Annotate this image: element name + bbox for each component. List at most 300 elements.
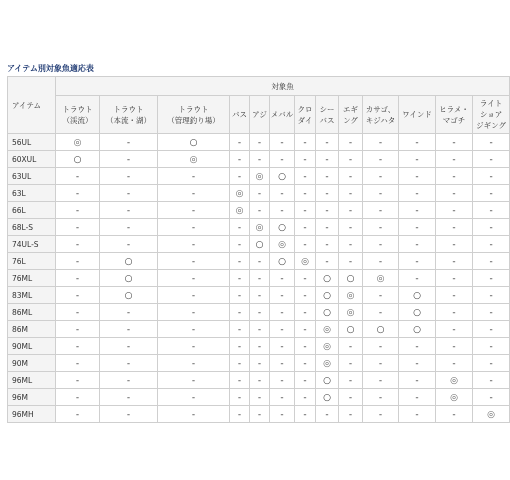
suitability-cell [100, 389, 158, 406]
suitability-cell [473, 168, 510, 185]
suitability-cell [436, 355, 473, 372]
suitability-cell [56, 168, 100, 185]
suitability-cell [363, 202, 399, 219]
dash-mark: - [452, 222, 456, 233]
dash-mark: - [280, 188, 284, 199]
item-column-header: アイテム [8, 77, 56, 134]
suitability-cell [316, 134, 339, 151]
dash-mark: - [378, 392, 383, 403]
suitability-cell [100, 168, 158, 185]
fish-column-header-line: トラウト [113, 104, 144, 114]
dash-mark: - [75, 375, 80, 386]
suitability-cell [250, 168, 270, 185]
fish-column-header-line: （本流・湖） [106, 115, 151, 125]
dash-mark: - [126, 137, 131, 148]
dash-mark: - [191, 375, 196, 386]
suitability-cell [250, 355, 270, 372]
suitability-cell [230, 389, 250, 406]
fish-column-header-line: ジギング [476, 121, 506, 130]
dash-mark: - [378, 256, 383, 267]
dash-mark: - [191, 205, 196, 216]
fish-column-header [339, 96, 363, 134]
dash-mark: - [415, 375, 419, 386]
suitability-cell [230, 321, 250, 338]
suitability-cell [339, 185, 363, 202]
item-name-cell: 96ML [8, 372, 56, 389]
circle-mark: ○ [376, 324, 385, 335]
suitability-cell [295, 304, 316, 321]
dash-mark: - [237, 222, 242, 233]
dash-mark: - [191, 290, 196, 301]
double-circle-mark: ◎ [323, 358, 331, 369]
suitability-cell [363, 372, 399, 389]
dash-mark: - [191, 222, 196, 233]
dash-mark: - [126, 375, 131, 386]
dash-mark: - [325, 409, 329, 420]
suitability-cell [399, 236, 436, 253]
suitability-cell [56, 219, 100, 236]
suitability-cell [100, 355, 158, 372]
dash-mark: - [303, 307, 307, 318]
suitability-cell [158, 202, 230, 219]
suitability-cell [250, 338, 270, 355]
double-circle-mark: ◎ [255, 222, 264, 233]
suitability-cell [436, 219, 473, 236]
dash-mark: - [489, 137, 493, 148]
suitability-cell [399, 338, 436, 355]
suitability-cell [316, 168, 339, 185]
suitability-cell [295, 151, 316, 168]
dash-mark: - [415, 239, 419, 250]
table-row [8, 321, 510, 338]
suitability-cell [56, 270, 100, 287]
dash-mark: - [191, 239, 196, 250]
dash-mark: - [191, 324, 196, 335]
suitability-cell [56, 236, 100, 253]
suitability-cell [270, 389, 295, 406]
suitability-cell [339, 338, 363, 355]
fish-column-header-line: キジハタ [365, 115, 396, 125]
suitability-cell [363, 219, 399, 236]
suitability-cell [250, 321, 270, 338]
dash-mark: - [257, 341, 262, 352]
dash-mark: - [325, 256, 329, 267]
fish-column-header [158, 96, 230, 134]
suitability-cell [270, 151, 295, 168]
item-name-cell: 76L [8, 253, 56, 270]
item-name-cell: 90M [8, 355, 56, 372]
dash-mark: - [378, 222, 383, 233]
suitability-cell [363, 389, 399, 406]
dash-mark: - [280, 409, 284, 420]
suitability-cell [316, 270, 339, 287]
suitability-cell [399, 270, 436, 287]
suitability-cell [100, 304, 158, 321]
suitability-cell [270, 134, 295, 151]
dash-mark: - [489, 239, 493, 250]
suitability-cell [339, 168, 363, 185]
suitability-cell [316, 389, 339, 406]
dash-mark: - [325, 154, 329, 165]
suitability-cell [158, 338, 230, 355]
dash-mark: - [452, 137, 456, 148]
suitability-cell [436, 168, 473, 185]
dash-mark: - [280, 290, 284, 301]
dash-mark: - [280, 307, 284, 318]
table-row [8, 134, 510, 151]
table-row [8, 168, 510, 185]
dash-mark: - [126, 324, 131, 335]
suitability-cell [270, 338, 295, 355]
double-circle-mark: ◎ [450, 375, 458, 386]
dash-mark: - [257, 205, 262, 216]
dash-mark: - [415, 392, 419, 403]
suitability-cell [158, 406, 230, 423]
fish-column-header-line: メバル [270, 110, 294, 119]
circle-mark: ○ [323, 375, 331, 386]
dash-mark: - [303, 154, 307, 165]
fish-column-header [100, 96, 158, 134]
suitability-cell [436, 236, 473, 253]
dash-mark: - [489, 341, 493, 352]
dash-mark: - [75, 409, 80, 420]
dash-mark: - [237, 154, 242, 165]
dash-mark: - [280, 392, 284, 403]
dash-mark: - [257, 154, 262, 165]
suitability-cell [363, 321, 399, 338]
suitability-cell [473, 287, 510, 304]
dash-mark: - [237, 256, 242, 267]
table-row [8, 236, 510, 253]
suitability-cell [363, 168, 399, 185]
dash-mark: - [191, 409, 196, 420]
dash-mark: - [415, 171, 419, 182]
dash-mark: - [280, 205, 284, 216]
dash-mark: - [75, 392, 80, 403]
dash-mark: - [191, 358, 196, 369]
suitability-cell [270, 236, 295, 253]
fish-column-header-line: ング [343, 115, 358, 125]
table-row [8, 406, 510, 423]
suitability-cell [230, 134, 250, 151]
suitability-cell [316, 236, 339, 253]
suitability-cell [250, 185, 270, 202]
suitability-cell [250, 219, 270, 236]
dash-mark: - [348, 239, 353, 250]
suitability-cell [100, 236, 158, 253]
suitability-cell [316, 321, 339, 338]
fish-compatibility-table [7, 76, 510, 423]
dash-mark: - [191, 392, 196, 403]
suitability-cell [399, 168, 436, 185]
suitability-cell [158, 134, 230, 151]
suitability-cell [436, 185, 473, 202]
dash-mark: - [348, 154, 353, 165]
dash-mark: - [303, 324, 307, 335]
dash-mark: - [191, 341, 196, 352]
dash-mark: - [348, 341, 353, 352]
fish-column-header-line: クロ [297, 104, 313, 114]
dash-mark: - [325, 171, 329, 182]
suitability-cell [436, 321, 473, 338]
suitability-cell [399, 372, 436, 389]
dash-mark: - [489, 273, 493, 284]
suitability-cell [436, 338, 473, 355]
dash-mark: - [257, 273, 262, 284]
suitability-cell [230, 372, 250, 389]
suitability-cell [56, 389, 100, 406]
fish-column-header [316, 96, 339, 134]
suitability-cell [436, 270, 473, 287]
fish-column-header-line: マゴチ [442, 115, 466, 125]
suitability-cell [250, 287, 270, 304]
dash-mark: - [489, 171, 493, 182]
suitability-cell [316, 338, 339, 355]
suitability-cell [339, 151, 363, 168]
fish-column-header-line: ダイ [297, 115, 313, 125]
dash-mark: - [126, 392, 131, 403]
suitability-cell [158, 219, 230, 236]
suitability-cell [230, 270, 250, 287]
suitability-cell [316, 185, 339, 202]
suitability-cell [270, 253, 295, 270]
dash-mark: - [348, 188, 353, 199]
suitability-cell [56, 134, 100, 151]
dash-mark: - [257, 409, 262, 420]
dash-mark: - [303, 222, 307, 233]
circle-mark: ○ [189, 137, 198, 148]
dash-mark: - [325, 137, 329, 148]
suitability-cell [316, 355, 339, 372]
suitability-cell [100, 372, 158, 389]
dash-mark: - [237, 273, 242, 284]
suitability-cell [399, 304, 436, 321]
circle-mark: ○ [124, 273, 133, 284]
dash-mark: - [325, 239, 329, 250]
dash-mark: - [126, 222, 131, 233]
suitability-cell [339, 134, 363, 151]
dash-mark: - [489, 188, 493, 199]
suitability-cell [230, 236, 250, 253]
dash-mark: - [303, 273, 307, 284]
dash-mark: - [415, 409, 419, 420]
dash-mark: - [75, 324, 80, 335]
circle-mark: ○ [413, 307, 421, 318]
suitability-cell [250, 389, 270, 406]
dash-mark: - [257, 358, 262, 369]
suitability-cell [100, 202, 158, 219]
item-name-cell: 76ML [8, 270, 56, 287]
suitability-cell [250, 304, 270, 321]
suitability-cell [100, 321, 158, 338]
dash-mark: - [75, 239, 80, 250]
dash-mark: - [126, 409, 131, 420]
dash-mark: - [378, 171, 383, 182]
item-name-cell: 56UL [8, 134, 56, 151]
suitability-cell [363, 253, 399, 270]
double-circle-mark: ◎ [346, 290, 355, 301]
dash-mark: - [237, 137, 242, 148]
suitability-cell [56, 253, 100, 270]
fish-column-header [436, 96, 473, 134]
dash-mark: - [237, 341, 242, 352]
table-row [8, 202, 510, 219]
dash-mark: - [257, 392, 262, 403]
table-row [8, 338, 510, 355]
dash-mark: - [75, 273, 80, 284]
double-circle-mark: ◎ [255, 171, 264, 182]
dash-mark: - [348, 171, 353, 182]
dash-mark: - [237, 392, 242, 403]
dash-mark: - [237, 171, 242, 182]
suitability-cell [158, 168, 230, 185]
dash-mark: - [348, 358, 353, 369]
dash-mark: - [303, 188, 307, 199]
suitability-cell [363, 236, 399, 253]
dash-mark: - [191, 307, 196, 318]
dash-mark: - [126, 154, 131, 165]
double-circle-mark: ◎ [278, 239, 286, 250]
suitability-cell [316, 287, 339, 304]
suitability-cell [270, 321, 295, 338]
suitability-cell [316, 406, 339, 423]
double-circle-mark: ◎ [235, 205, 244, 216]
suitability-cell [158, 151, 230, 168]
suitability-cell [436, 134, 473, 151]
suitability-cell [339, 219, 363, 236]
fish-column-header [473, 96, 510, 134]
suitability-cell [473, 253, 510, 270]
suitability-cell [399, 321, 436, 338]
suitability-cell [436, 202, 473, 219]
suitability-cell [473, 236, 510, 253]
circle-mark: ○ [124, 256, 133, 267]
table-row [8, 372, 510, 389]
suitability-cell [250, 253, 270, 270]
dash-mark: - [452, 188, 456, 199]
dash-mark: - [348, 409, 353, 420]
dash-mark: - [303, 239, 307, 250]
target-fish-group-header: 対象魚 [56, 77, 510, 96]
dash-mark: - [325, 222, 329, 233]
fish-column-header-line: ライト [479, 99, 503, 108]
circle-mark: ○ [413, 324, 421, 335]
suitability-cell [230, 185, 250, 202]
dash-mark: - [75, 341, 80, 352]
suitability-cell [295, 406, 316, 423]
suitability-cell [250, 372, 270, 389]
fish-column-header-line: エギ [343, 104, 358, 114]
suitability-cell [436, 287, 473, 304]
table-title: アイテム別対象魚適応表 [7, 64, 94, 73]
dash-mark: - [452, 171, 456, 182]
suitability-cell [399, 185, 436, 202]
item-name-cell: 74UL-S [8, 236, 56, 253]
dash-mark: - [191, 171, 196, 182]
dash-mark: - [257, 188, 262, 199]
item-name-cell: 96MH [8, 406, 56, 423]
suitability-cell [295, 202, 316, 219]
dash-mark: - [415, 358, 419, 369]
suitability-cell [100, 253, 158, 270]
dash-mark: - [452, 239, 456, 250]
dash-mark: - [452, 341, 456, 352]
dash-mark: - [378, 154, 383, 165]
circle-mark: ○ [413, 290, 421, 301]
dash-mark: - [452, 409, 456, 420]
dash-mark: - [378, 290, 383, 301]
table-row [8, 219, 510, 236]
fish-column-header [270, 96, 295, 134]
suitability-cell [363, 151, 399, 168]
dash-mark: - [75, 188, 80, 199]
dash-mark: - [75, 205, 80, 216]
circle-mark: ○ [323, 290, 331, 301]
suitability-cell [158, 185, 230, 202]
dash-mark: - [378, 307, 383, 318]
suitability-cell [363, 355, 399, 372]
dash-mark: - [280, 358, 284, 369]
suitability-cell [250, 202, 270, 219]
dash-mark: - [237, 307, 242, 318]
suitability-cell [56, 151, 100, 168]
suitability-cell [56, 338, 100, 355]
suitability-cell [295, 219, 316, 236]
suitability-cell [399, 355, 436, 372]
dash-mark: - [126, 171, 131, 182]
suitability-cell [56, 202, 100, 219]
suitability-cell [295, 134, 316, 151]
dash-mark: - [489, 290, 493, 301]
suitability-cell [473, 270, 510, 287]
dash-mark: - [452, 205, 456, 216]
item-name-cell: 63UL [8, 168, 56, 185]
suitability-cell [295, 236, 316, 253]
fish-column-header-line: ショア [479, 110, 503, 119]
suitability-cell [339, 270, 363, 287]
dash-mark: - [75, 256, 80, 267]
fish-column-header [56, 96, 100, 134]
circle-mark: ○ [278, 222, 286, 233]
suitability-cell [339, 287, 363, 304]
circle-mark: ○ [323, 392, 331, 403]
dash-mark: - [280, 137, 284, 148]
dash-mark: - [303, 358, 307, 369]
dash-mark: - [191, 188, 196, 199]
dash-mark: - [378, 239, 383, 250]
suitability-cell [399, 253, 436, 270]
suitability-cell [436, 151, 473, 168]
suitability-cell [473, 372, 510, 389]
item-name-cell: 63L [8, 185, 56, 202]
suitability-cell [270, 355, 295, 372]
table-row [8, 389, 510, 406]
suitability-cell [295, 355, 316, 372]
table-row [8, 355, 510, 372]
suitability-cell [473, 406, 510, 423]
dash-mark: - [489, 307, 493, 318]
circle-mark: ○ [323, 307, 331, 318]
suitability-cell [100, 185, 158, 202]
fish-column-header-line: トラウト [178, 104, 209, 114]
dash-mark: - [191, 256, 196, 267]
circle-mark: ○ [255, 239, 264, 250]
suitability-cell [100, 338, 158, 355]
dash-mark: - [126, 239, 131, 250]
suitability-cell [473, 304, 510, 321]
suitability-cell [270, 202, 295, 219]
suitability-cell [473, 338, 510, 355]
